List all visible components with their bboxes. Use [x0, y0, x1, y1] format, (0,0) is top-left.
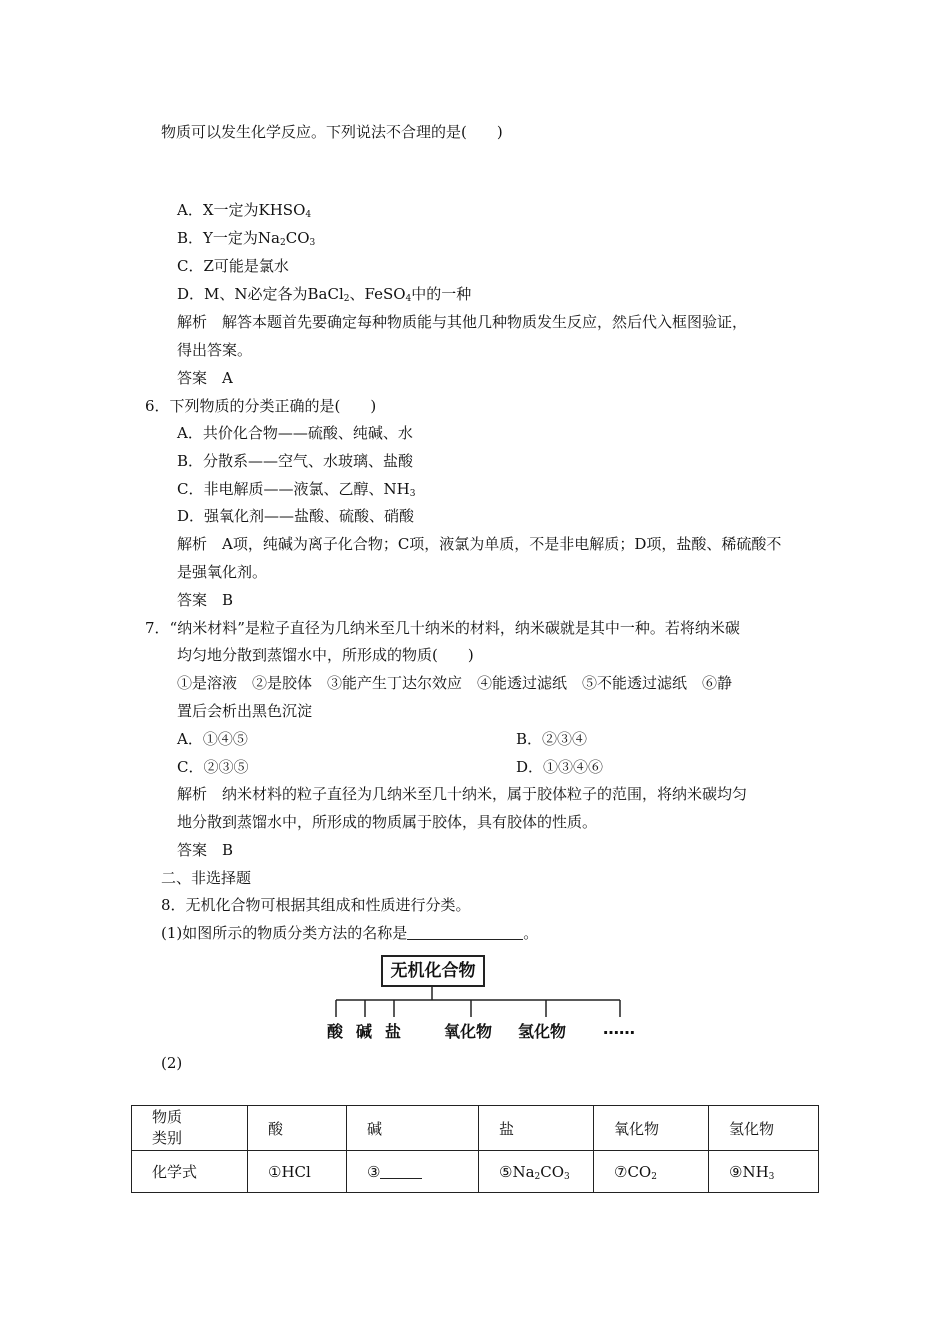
q7-analysis-line1: 解析 纳米材料的粒子直径为几纳米至几十纳米，属于胶体粒子的范围，将纳米碳均匀: [177, 785, 748, 803]
q7-stem-line2: 均匀地分散到蒸馏水中，所形成的物质( ): [177, 646, 474, 664]
tree-node-acid: 酸: [327, 1022, 344, 1041]
q6-option-d: D．强氧化剂——盐酸、硫酸、硝酸: [177, 507, 415, 525]
q7-answer: 答案 B: [177, 841, 234, 859]
q7-option-a: A．①④⑤: [177, 730, 248, 748]
q5-analysis-line2: 得出答案。: [177, 341, 253, 359]
formula-hydride: $⑨NH_3$: [709, 1151, 819, 1193]
q5-option-d: D．M、N必定各为BaCl$_2$、FeSO$_4$中的一种: [177, 285, 472, 304]
tree-node-hydride: 氢化物: [518, 1022, 567, 1041]
formula-acid: ①HCl: [248, 1151, 347, 1193]
q5-option-b: B．Y一定为$Na_2CO_3$: [177, 229, 316, 248]
tree-root-box: 无机化合物: [381, 955, 485, 987]
q5-option-c: C．Z可能是氯水: [177, 257, 289, 275]
header-base: 碱: [347, 1106, 479, 1151]
formula-base: ③: [347, 1151, 479, 1193]
header-hydride: 氢化物: [709, 1106, 819, 1151]
q6-analysis-line2: 是强氧化剂。: [177, 563, 268, 581]
row-label: 化学式: [132, 1151, 248, 1193]
q7-option-d: D．①③④⑥: [516, 758, 604, 776]
q5-analysis-line1: 解析 解答本题首先要确定每种物质能与其他几种物质发生反应，然后代入框图验证，: [177, 313, 748, 331]
header-label-cell: 物质 类别: [132, 1106, 248, 1151]
q7-stem-line1: 7．“纳米材料”是粒子直径为几纳米至几十纳米的材料，纳米碳就是其中一种。若将纳米碳: [145, 619, 740, 637]
q8-stem: 8．无机化合物可根据其组成和性质进行分类。: [161, 896, 471, 914]
q8-part2: (2): [161, 1054, 183, 1072]
question-continuation: 物质可以发生化学反应。下列说法不合理的是( ): [161, 123, 503, 141]
q5-option-a: A．X一定为$KHSO_4$: [177, 201, 312, 220]
q6-analysis-line1: 解析 A项，纯碱为离子化合物；C项，液氯为单质，不是非电解质；D项，盐酸、稀硫酸不: [177, 535, 782, 553]
q5-answer: 答案 A: [177, 369, 233, 387]
tree-node-oxide: 氧化物: [444, 1022, 493, 1041]
q7-option-c: C．②③⑤: [177, 758, 249, 776]
classification-table: [131, 1105, 819, 1193]
q6-stem: 6．下列物质的分类正确的是( ): [145, 397, 377, 415]
table-header-row: [132, 1106, 819, 1151]
header-salt: 盐: [479, 1106, 594, 1151]
q6-option-c: C．非电解质——液氯、乙醇、$NH_3$: [177, 480, 416, 499]
q7-items-line2: 置后会析出黑色沉淀: [177, 702, 313, 720]
tree-node-salt: 盐: [385, 1022, 402, 1041]
header-acid: 酸: [248, 1106, 347, 1151]
formula-oxide: $⑦CO_2$: [594, 1151, 709, 1193]
tree-node-more: ……: [603, 1019, 635, 1038]
header-oxide: 氧化物: [594, 1106, 709, 1151]
q7-analysis-line2: 地分散到蒸馏水中，所形成的物质属于胶体，具有胶体的性质。: [177, 813, 598, 831]
table-formula-row: [132, 1151, 819, 1193]
q8-part1: (1)如图所示的物质分类方法的名称是 。: [161, 924, 539, 942]
formula-salt: $⑤Na_2CO_3$: [479, 1151, 594, 1193]
q6-answer: 答案 B: [177, 591, 234, 609]
q7-option-b: B．②③④: [516, 730, 588, 748]
q6-option-b: B．分散系——空气、水玻璃、盐酸: [177, 452, 414, 470]
q6-option-a: A．共价化合物——硫酸、纯碱、水: [177, 424, 413, 442]
section-title: 二、非选择题: [161, 869, 252, 887]
q7-items-line1: ①是溶液 ②是胶体 ③能产生丁达尔效应 ④能透过滤纸 ⑤不能透过滤纸 ⑥静: [177, 674, 733, 692]
formula-base-blank[interactable]: [380, 1166, 422, 1179]
tree-node-base: 碱: [356, 1022, 373, 1041]
